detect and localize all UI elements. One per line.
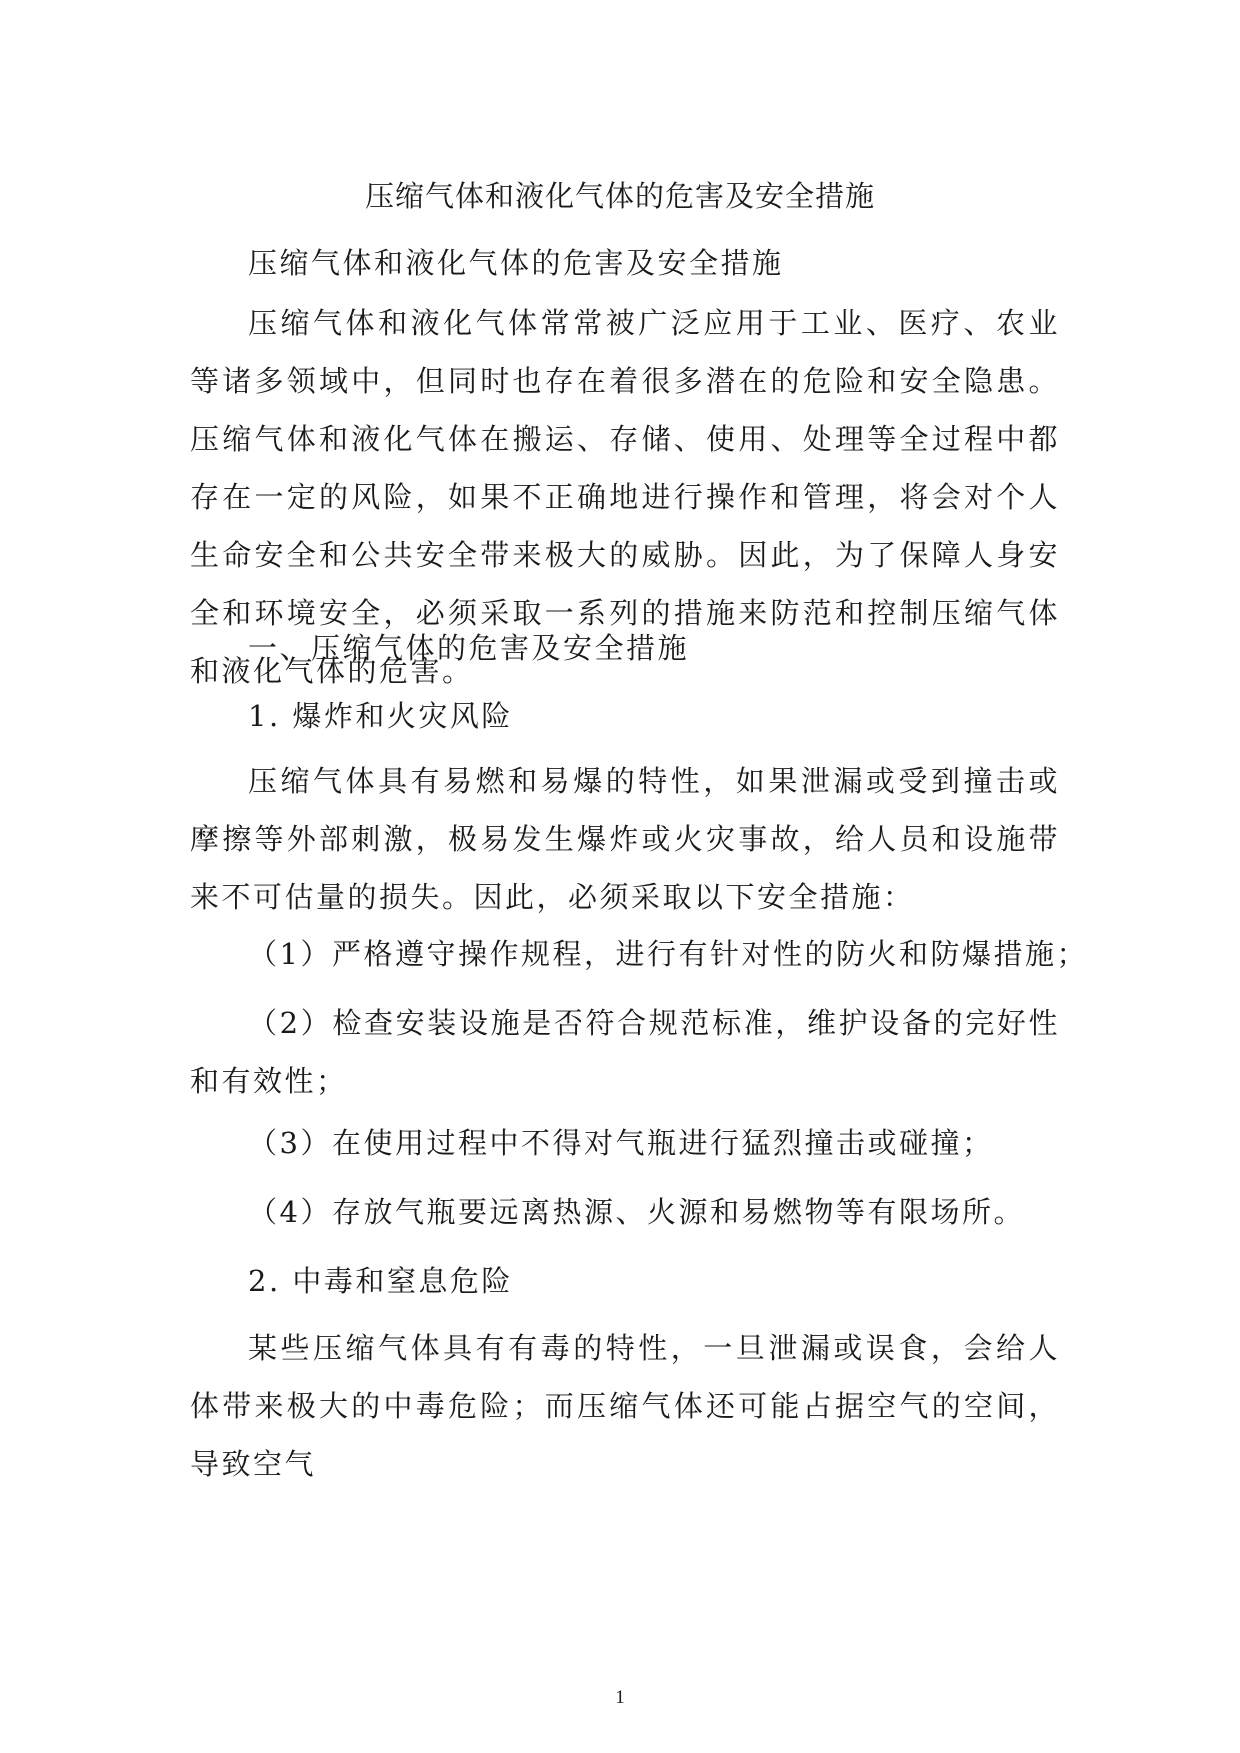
subsection-heading-2: 2. 中毒和窒息危险 — [248, 1264, 513, 1298]
measure-item-3: （3）在使用过程中不得对气瓶进行猛烈撞击或碰撞； — [248, 1126, 994, 1160]
intro-paragraph: 压缩气体和液化气体常常被广泛应用于工业、医疗、农业等诸多领域中，但同时也存在着很多潜在的危险和安全隐患。压缩气体和液化气体在搬运、存储、使用、处理等全过程中都存在一定的风险，如果不正确地进行操作和管理，将会对个人生命安全和公共安全带来极大的威胁。因此，为了保障人身安全和环境安全，必须采取一系列的措施来防范和控制压缩气体和液化气体的危害。 — [190, 306, 1060, 688]
explosion-paragraph: 压缩气体具有易燃和易爆的特性，如果泄漏或受到撞击或摩擦等外部刺激，极易发生爆炸或火灾事故，给人员和设施带来不可估量的损失。因此，必须采取以下安全措施： — [190, 764, 1060, 914]
subsection-heading-1: 1. 爆炸和火灾风险 — [248, 699, 513, 733]
poisoning-paragraph: 某些压缩气体具有有毒的特性，一旦泄漏或误食，会给人体带来极大的中毒危险；而压缩气体还可能占据空气的空间，导致空气 — [190, 1331, 1060, 1481]
measure-item-2: （2）检查安装设施是否符合规范标准，维护设备的完好性和有效性； — [190, 1006, 1060, 1098]
subtitle-paragraph: 压缩气体和液化气体的危害及安全措施 — [248, 246, 784, 280]
measure-item-1: （1）严格遵守操作规程，进行有针对性的防火和防爆措施； — [248, 937, 1088, 971]
page-number: 1 — [615, 1687, 625, 1708]
document-title: 压缩气体和液化气体的危害及安全措施 — [364, 179, 875, 213]
measure-item-4: （4）存放气瓶要远离热源、火源和易燃物等有限场所。 — [248, 1195, 1025, 1229]
section-heading-1: 一、压缩气体的危害及安全措施 — [248, 631, 690, 665]
